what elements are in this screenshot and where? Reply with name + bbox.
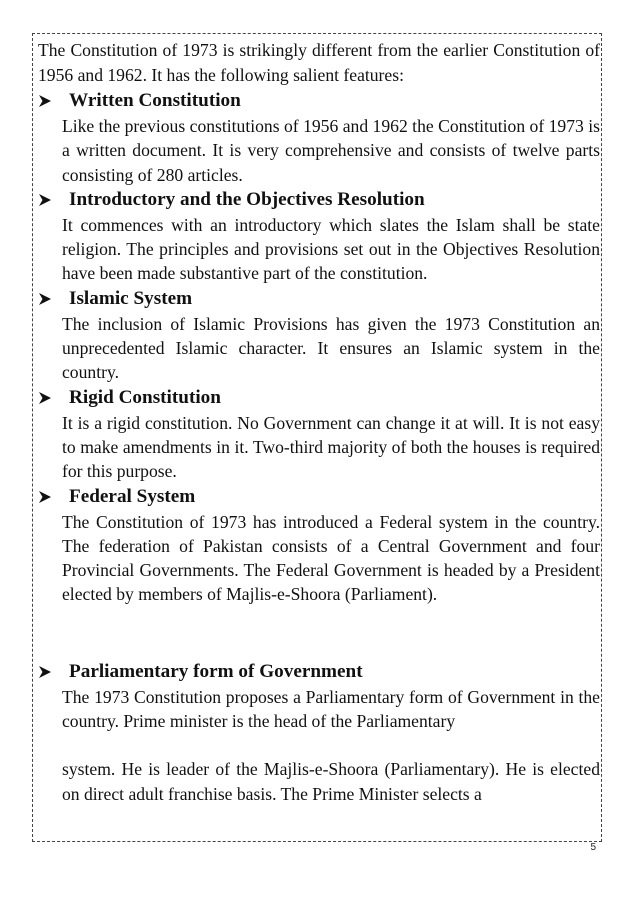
feature-heading [38, 385, 600, 411]
feature-title: Islamic System [69, 287, 193, 309]
feature-heading [38, 286, 600, 312]
feature-heading [38, 187, 600, 213]
document-body [38, 38, 600, 806]
arrowhead-bullet-icon [38, 292, 69, 306]
feature-text: It is a rigid constitution. No Government can change it at will. It is not easy to make amendments in it. Two-third majority of both the houses is required for this purpose. [62, 412, 600, 482]
feature-heading [38, 484, 600, 510]
feature-title: Federal System [69, 485, 196, 507]
feature-text: The inclusion of Islamic Provisions has given the 1973 Constitution an unprecedented Islamic character. It ensures an Islamic system in the country. [62, 313, 600, 383]
feature-title: Parliamentary form of Government [69, 660, 363, 682]
intro-paragraph: The Constitution of 1973 is strikingly different from the earlier Constitution of 1956 and 1962. It has the following salient features: [38, 40, 600, 85]
arrowhead-bullet-icon [38, 391, 69, 405]
feature-text: Like the previous constitutions of 1956 and 1962 the Constitution of 1973 is a written document. It is very comprehensive and consists of twelve parts consisting of 280 articles. [62, 116, 600, 185]
arrowhead-bullet-icon [38, 490, 69, 504]
feature-rigid-constitution [38, 385, 600, 484]
feature-heading [38, 659, 600, 685]
feature-title: Introductory and the Objectives Resolution [69, 188, 425, 210]
arrowhead-bullet-icon [38, 94, 69, 108]
feature-written-constitution [38, 88, 600, 187]
arrowhead-bullet-icon [38, 193, 69, 207]
feature-title: Written Constitution [69, 90, 241, 111]
feature-title: Rigid Constitution [69, 386, 221, 408]
feature-parliamentary-government [38, 659, 600, 806]
feature-federal-system [38, 484, 600, 607]
feature-objectives-resolution [38, 187, 600, 286]
feature-text: The Constitution of 1973 has introduced a Federal system in the country. The federation of Pakistan consists of a Central Government and four Provincial Governments. The Federal Government is headed by a President elected by members of Majlis-e-Shoora (Parliament). [62, 511, 600, 605]
feature-islamic-system [38, 286, 600, 385]
feature-text: The 1973 Constitution proposes a Parliamentary form of Government in the country. Prime minister is the head of the Parliamentary [62, 686, 600, 732]
feature-heading [38, 88, 600, 114]
page-number: 5 [590, 842, 596, 853]
feature-text: It commences with an introductory which slates the Islam shall be state religion. The principles and provisions set out in the Objectives Resolution have been made substantive part of the constitution. [62, 214, 600, 284]
arrowhead-bullet-icon [38, 665, 69, 679]
feature-text-continued: system. He is leader of the Majlis-e-Shoora (Parliamentary). He is elected on direct adult franchise basis. The Prime Minister selects a [62, 759, 600, 804]
